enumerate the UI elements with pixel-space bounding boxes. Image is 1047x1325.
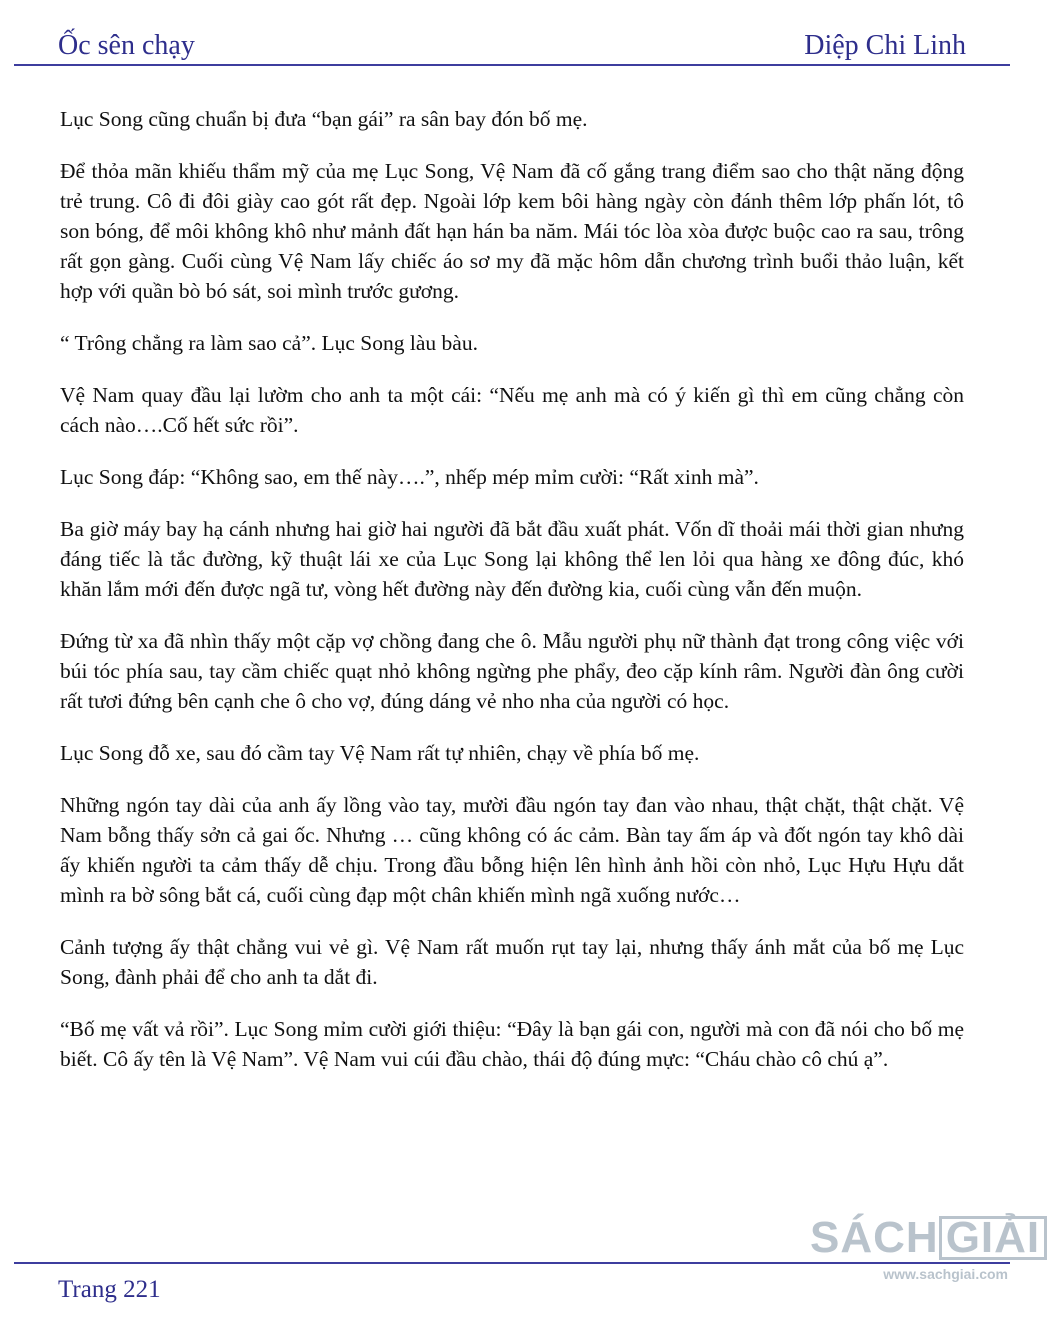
watermark-logo-part-1: SÁCH <box>810 1213 939 1262</box>
watermark-logo-part-2: GIẢI <box>939 1216 1047 1260</box>
page-body <box>60 104 964 1096</box>
book-title: Ốc sên chạy <box>58 30 195 61</box>
header-divider <box>14 64 1010 66</box>
paragraph: Để thỏa mãn khiếu thẩm mỹ của mẹ Lục Song, Vệ Nam đã cố gắng trang điểm sao cho thật năng động trẻ trung. Cô đi đôi giày cao gót rất đẹp. Ngoài lớp kem bôi hàng ngày còn đánh thêm lớp phấn lót, tô son bóng, để môi không khô như mảnh đất hạn hán ba năm. Mái tóc lòa xòa được buộc cao ra sau, trông rất gọn gàng. Cuối cùng Vệ Nam lấy chiếc áo sơ my đã mặc hôm dẫn chương trình buổi thảo luận, kết hợp với quần bò bó sát, soi mình trước gương. <box>60 159 964 303</box>
watermark-logo-text <box>810 1213 1041 1262</box>
page-number: Trang 221 <box>58 1276 161 1303</box>
paragraph: Vệ Nam quay đầu lại lườm cho anh ta một cái: “Nếu mẹ anh mà có ý kiến gì thì em cũng chẳng còn cách nào….Cố hết sức rồi”. <box>60 383 964 437</box>
book-author: Diệp Chi Linh <box>804 30 966 61</box>
paragraph: “Bố mẹ vất vả rồi”. Lục Song mỉm cười giới thiệu: “Đây là bạn gái con, người mà con đã nói cho bố mẹ biết. Cô ấy tên là Vệ Nam”. Vệ Nam vui cúi đầu chào, thái độ đúng mực: “Cháu chào cô chú ạ”. <box>60 1017 964 1071</box>
paragraph: Đứng từ xa đã nhìn thấy một cặp vợ chồng đang che ô. Mẫu người phụ nữ thành đạt trong công việc với búi tóc phía sau, tay cầm chiếc quạt nhỏ không ngừng phe phẩy, đeo cặp kính râm. Người đàn ông cười rất tươi đứng bên cạnh che ô cho vợ, đúng dáng vẻ nho nha của người có học. <box>60 629 964 713</box>
page-header <box>58 22 966 62</box>
paragraph: Lục Song cũng chuẩn bị đưa “bạn gái” ra sân bay đón bố mẹ. <box>60 107 588 131</box>
paragraph: Những ngón tay dài của anh ấy lồng vào tay, mười đầu ngón tay đan vào nhau, thật chặt, thật chặt. Vệ Nam bỗng thấy sởn cả gai ốc. Nhưng … cũng không có ác cảm. Bàn tay ấm áp và đốt ngón tay khô dài ấy khiến người ta cảm thấy dễ chịu. Trong đầu bỗng hiện lên hình ảnh hồi còn nhỏ, Lục Hựu Hựu dắt mình ra bờ sông bắt cá, cuối cùng đạp một chân khiến mình ngã xuống nước… <box>60 793 964 907</box>
paragraph: Lục Song đáp: “Không sao, em thế này….”, nhếp mép mỉm cười: “Rất xinh mà”. <box>60 465 759 489</box>
watermark-logo <box>810 1213 1041 1282</box>
paragraph: Lục Song đỗ xe, sau đó cầm tay Vệ Nam rất tự nhiên, chạy về phía bố mẹ. <box>60 741 700 765</box>
watermark-url: www.sachgiai.com <box>883 1266 1008 1282</box>
paragraph: Cảnh tượng ấy thật chẳng vui vẻ gì. Vệ Nam rất muốn rụt tay lại, nhưng thấy ánh mắt của bố mẹ Lục Song, đành phải để cho anh ta dắt đi. <box>60 935 964 989</box>
paragraph: “ Trông chẳng ra làm sao cả”. Lục Song làu bàu. <box>60 331 478 355</box>
paragraph: Ba giờ máy bay hạ cánh nhưng hai giờ hai người đã bắt đầu xuất phát. Vốn dĩ thoải mái thời gian nhưng đáng tiếc là tắc đường, kỹ thuật lái xe của Lục Song lại không thể len lỏi qua hàng xe đông đúc, khó khăn lắm mới đến được ngã tư, vòng hết đường này đến đường kia, cuối cùng vẫn đến muộn. <box>60 517 964 601</box>
